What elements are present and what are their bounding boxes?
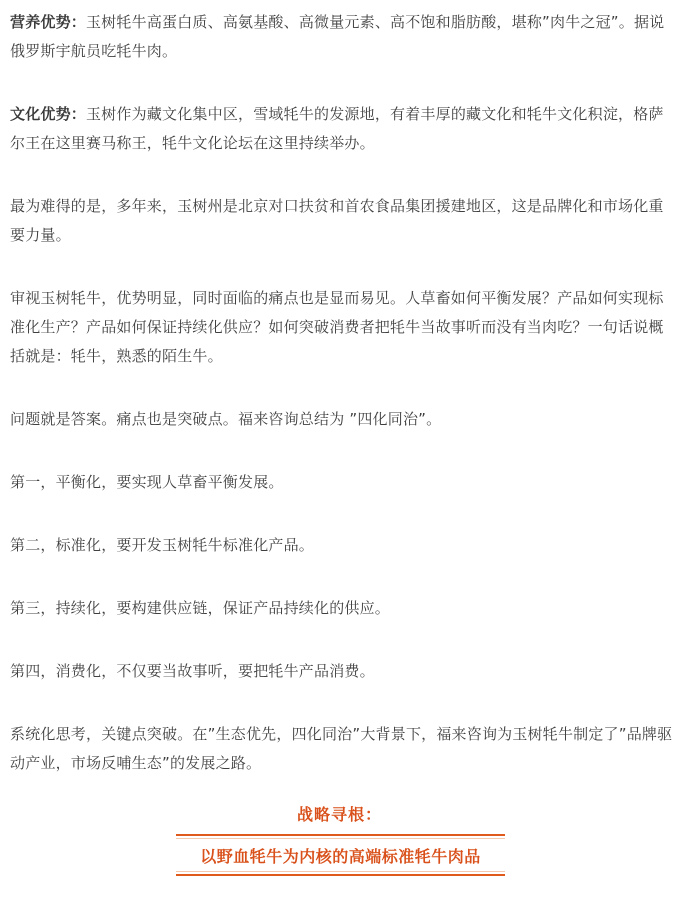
paragraph-support bbox=[10, 192, 674, 250]
paragraph-fourth bbox=[10, 657, 674, 686]
paragraph-second bbox=[10, 531, 674, 560]
article-body bbox=[10, 8, 674, 778]
section-heading: 战略寻根： bbox=[296, 805, 382, 824]
paragraph-text: 第二，标准化，要开发玉树牦牛标准化产品。 bbox=[10, 536, 315, 554]
paragraph-text: 玉树牦牛高蛋白质、高氨基酸、高微量元素、高不饱和脂肪酸，堪称”肉牛之冠”。据说俄罗斯宇航员吃牦牛肉。 bbox=[10, 13, 665, 60]
paragraph-label: 文化优势： bbox=[10, 105, 87, 123]
paragraph-culture bbox=[10, 100, 674, 158]
paragraph-answer bbox=[10, 405, 674, 434]
section-banner bbox=[176, 834, 505, 876]
paragraph-text: 最为难得的是，多年来，玉树州是北京对口扶贫和首农食品集团援建地区，这是品牌化和市场化重要力量。 bbox=[10, 197, 664, 244]
paragraph-text: 第四，消费化，不仅要当故事听，要把牦牛产品消费。 bbox=[10, 662, 375, 680]
paragraph-text: 第一，平衡化，要实现人草畜平衡发展。 bbox=[10, 473, 284, 491]
paragraph-first bbox=[10, 468, 674, 497]
paragraph-text: 玉树作为藏文化集中区，雪域牦牛的发源地，有着丰厚的藏文化和牦牛文化积淀，格萨尔王在这里赛马称王，牦牛文化论坛在这里持续举办。 bbox=[10, 105, 664, 152]
paragraph-text: 问题就是答案。痛点也是突破点。福来咨询总结为 ”四化同治”。 bbox=[10, 410, 442, 428]
paragraph-system bbox=[10, 720, 674, 778]
paragraph-text: 审视玉树牦牛，优势明显，同时面临的痛点也是显而易见。人草畜如何平衡发展？产品如何实现标准化生产？产品如何保证持续化供应？如何突破消费者把牦牛当故事听而没有当肉吃？一句话说概括就是：牦牛，熟悉的陌生牛。 bbox=[10, 289, 664, 365]
paragraph-third bbox=[10, 594, 674, 623]
paragraph-text: 系统化思考，关键点突破。在”生态优先，四化同治”大背景下，福来咨询为玉树牦牛制定了”品牌驱动产业，市场反哺生态”的发展之路。 bbox=[10, 725, 673, 772]
paragraph-text: 第三，持续化，要构建供应链，保证产品持续化的供应。 bbox=[10, 599, 391, 617]
banner-text: 以野血牦牛为内核的高端标准牦牛肉品 bbox=[200, 846, 481, 866]
paragraph-label: 营养优势： bbox=[10, 13, 87, 31]
paragraph-nutrition bbox=[10, 8, 674, 66]
paragraph-pain-points bbox=[10, 284, 674, 371]
